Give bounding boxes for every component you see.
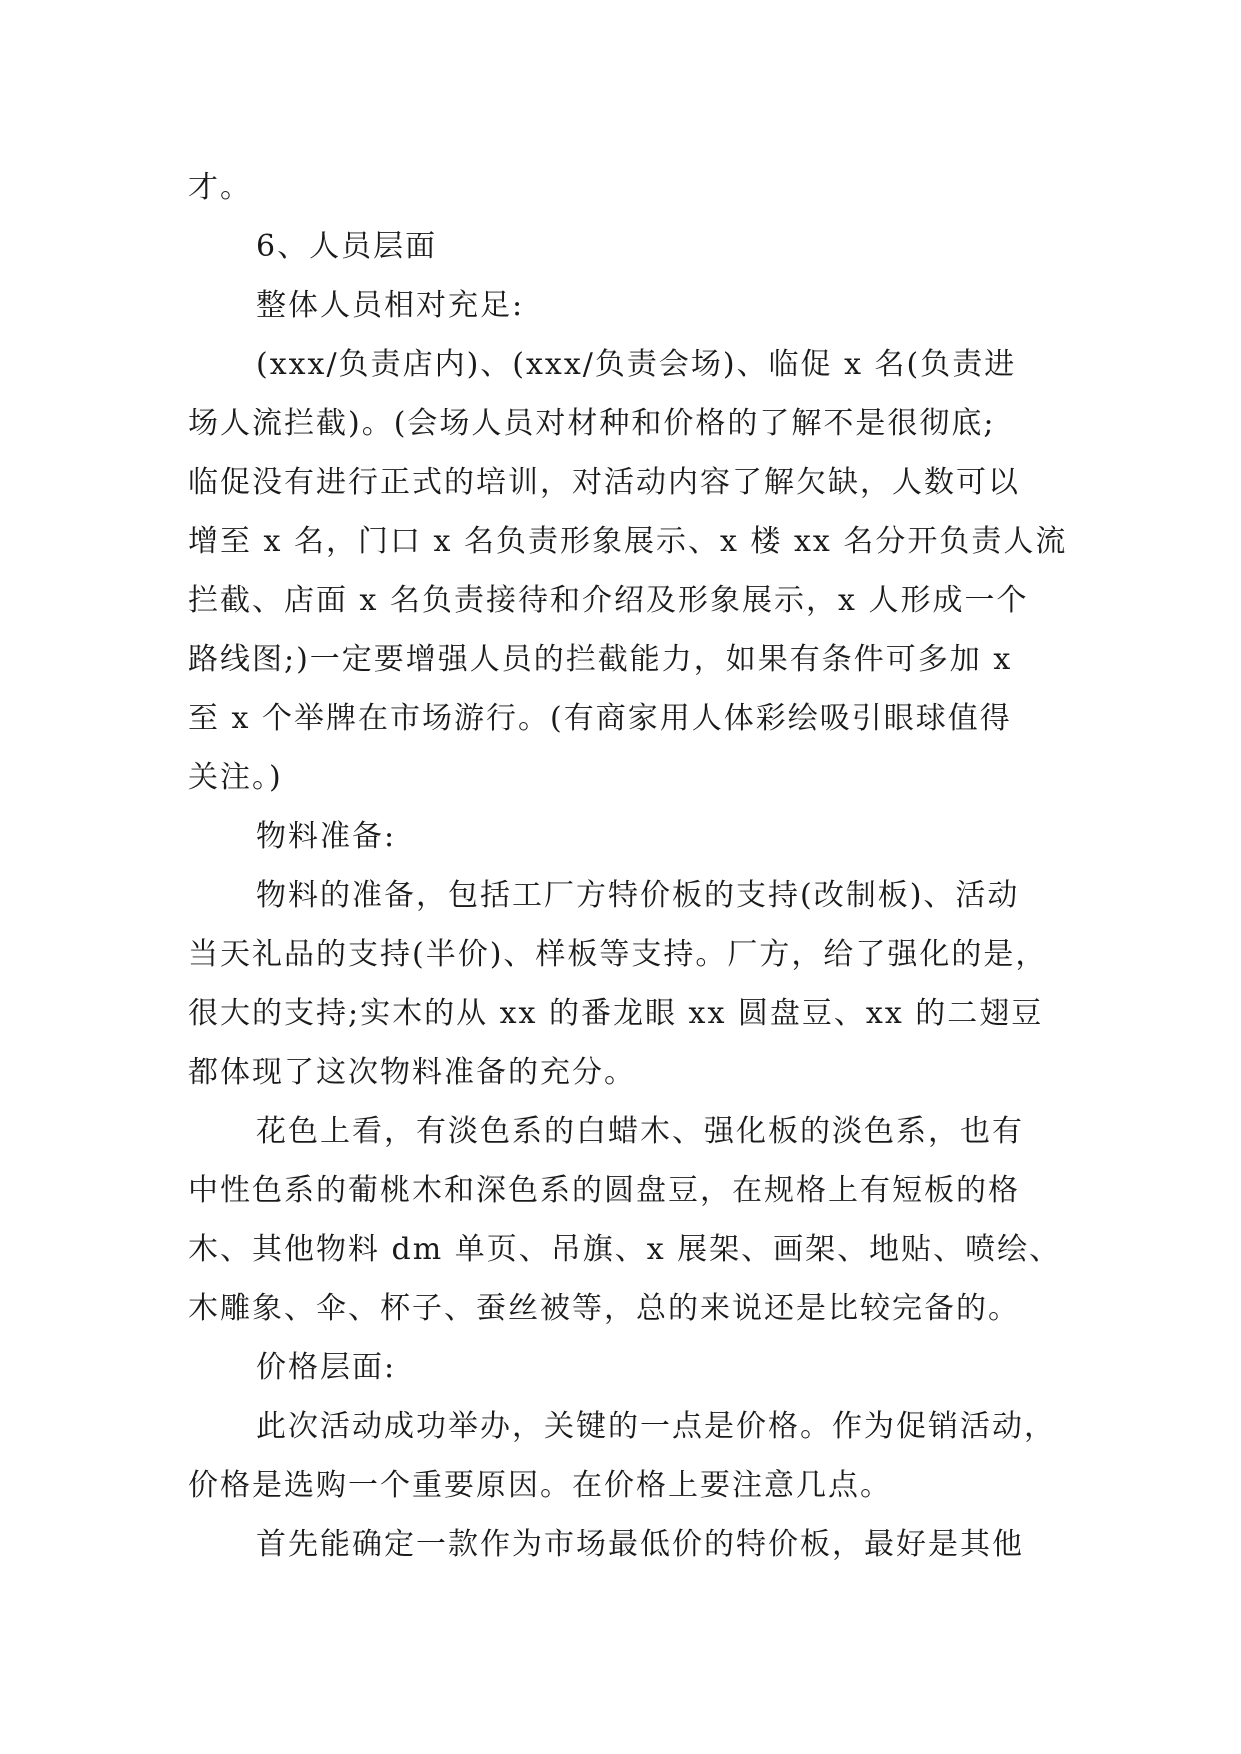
text-line: 拦截、店面 x 名负责接待和介绍及形象展示，x 人形成一个 bbox=[188, 583, 1029, 618]
text-line: (xxx/负责店内)、(xxx/负责会场)、临促 x 名(负责进 bbox=[256, 347, 1017, 382]
text-line: 中性色系的葡桃木和深色系的圆盘豆，在规格上有短板的格 bbox=[188, 1173, 1020, 1208]
text-line: 路线图;)一定要增强人员的拦截能力，如果有条件可多加 x bbox=[188, 642, 1013, 677]
text-line: 物料的准备，包括工厂方特价板的支持(改制板)、活动 bbox=[256, 878, 1020, 913]
text-line: 场人流拦截)。(会场人员对材种和价格的了解不是很彻底; bbox=[188, 406, 996, 441]
text-line: 当天礼品的支持(半价)、样板等支持。厂方，给了强化的是， bbox=[188, 937, 1048, 972]
text-line: 都体现了这次物料准备的充分。 bbox=[188, 1055, 636, 1090]
section-heading: 6、人员层面 bbox=[256, 229, 438, 264]
paragraph-heading: 整体人员相对充足: bbox=[256, 288, 525, 323]
text-line: 增至 x 名，门口 x 名负责形象展示、x 楼 xx 名分开负责人流 bbox=[188, 524, 1068, 559]
text-line: 首先能确定一款作为市场最低价的特价板，最好是其他 bbox=[256, 1527, 1024, 1562]
document-page bbox=[188, 158, 1068, 1574]
paragraph-heading: 物料准备: bbox=[256, 819, 397, 854]
text-line: 很大的支持;实木的从 xx 的番龙眼 xx 圆盘豆、xx 的二翅豆 bbox=[188, 996, 1044, 1031]
text-line: 木、其他物料 dm 单页、吊旗、x 展架、画架、地贴、喷绘、 bbox=[188, 1232, 1062, 1267]
text-line: 木雕象、伞、杯子、蚕丝被等，总的来说还是比较完备的。 bbox=[188, 1291, 1020, 1326]
text-line: 关注。) bbox=[188, 760, 283, 795]
text-line: 花色上看，有淡色系的白蜡木、强化板的淡色系，也有 bbox=[256, 1114, 1024, 1149]
text-line: 临促没有进行正式的培训，对活动内容了解欠缺，人数可以 bbox=[188, 465, 1020, 500]
text-line: 至 x 个举牌在市场游行。(有商家用人体彩绘吸引眼球值得 bbox=[188, 701, 1012, 736]
text-line: 价格是选购一个重要原因。在价格上要注意几点。 bbox=[188, 1468, 892, 1503]
text-line: 此次活动成功举办，关键的一点是价格。作为促销活动， bbox=[256, 1409, 1056, 1444]
text-line: 才。 bbox=[188, 170, 252, 205]
paragraph-heading: 价格层面: bbox=[256, 1350, 397, 1385]
